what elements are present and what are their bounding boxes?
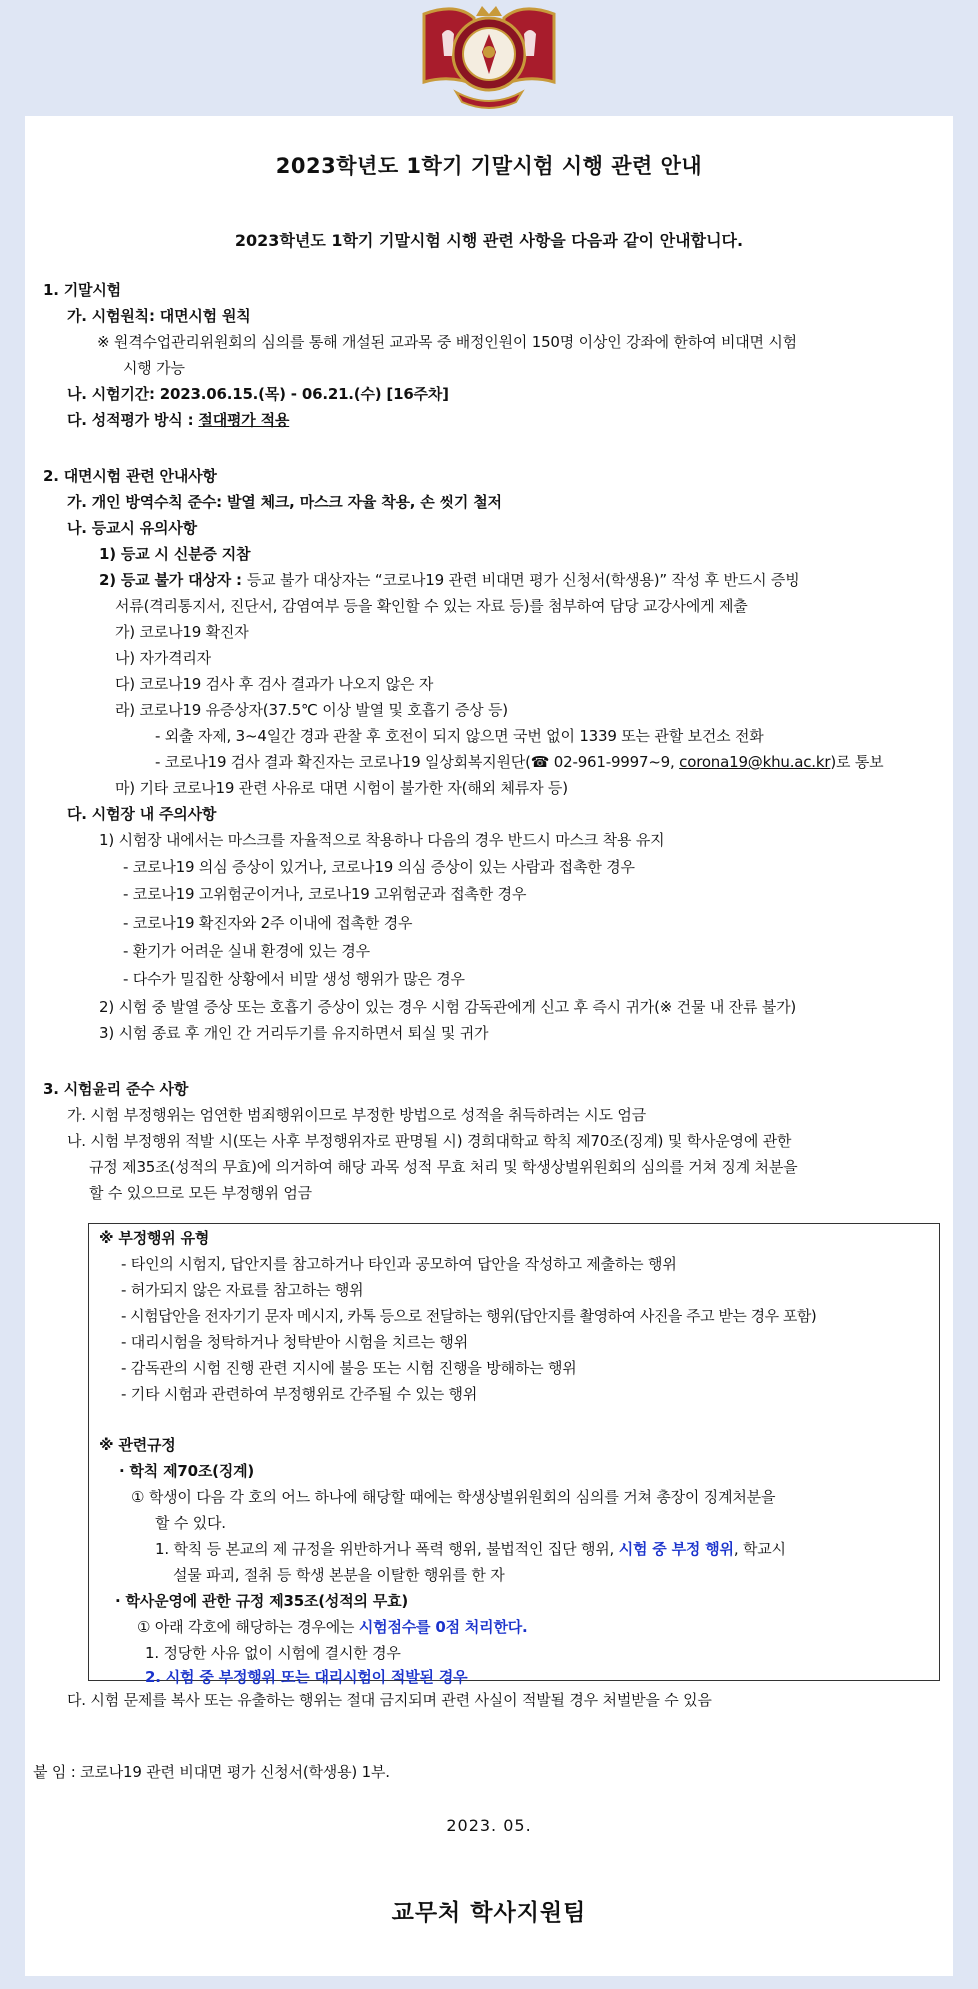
section-1-c-label: 다. 성적평가 방식 : [67,411,199,429]
section-2-c: 다. 시험장 내 주의사항 [67,805,217,823]
misconduct-type-item: - 감독관의 시험 진행 관련 지시에 불응 또는 시험 진행을 방해하는 행위 [121,1359,577,1377]
section-2-c1: 1) 시험장 내에서는 마스크를 자율적으로 착용하나 다음의 경우 반드시 마스크 착용 유지 [99,831,665,849]
section-3-a: 가. 시험 부정행위는 엄연한 범죄행위이므로 부정한 방법으로 성적을 취득하려는 시도 엄금 [67,1106,646,1124]
contact-email-link[interactable]: corona19@khu.ac.kr [679,753,831,771]
rule-1-item [155,1538,939,1560]
rule-1-line-cont: 할 수 있다. [155,1514,226,1532]
mask-case-item: - 코로나19 확진자와 2주 이내에 접촉한 경우 [123,914,413,932]
contact-phone: ☎ 02-961-9997~9, [530,753,680,771]
section-2-b2-ra: 라) 코로나19 유증상자(37.5℃ 이상 발열 및 호흡기 증상 등) [115,701,508,719]
issuing-office: 교무처 학사지원팀 [391,1900,587,1926]
section-2-b2-ra-item-1: - 외출 자제, 3~4일간 경과 관찰 후 호전이 되지 않으면 국번 없이 1339 또는 관할 보건소 전화 [155,727,764,745]
section-2-b2-ga: 가) 코로나19 확진자 [115,623,249,641]
document-date: 2023. 05. [446,1816,532,1835]
section-1-a-note-cont: 시행 가능 [123,359,185,377]
mask-case-item: - 다수가 밀집한 상황에서 비말 생성 행위가 많은 경우 [123,970,465,988]
notice-document [25,116,953,1976]
section-2-b2-text: 등교 불가 대상자는 “코로나19 관련 비대면 평가 신청서(학생용)” 작성 후 반드시 증빙 [246,571,800,589]
section-2-b2-ma: 마) 기타 코로나19 관련 사유로 대면 시험이 불가한 자(해외 체류자 등) [115,779,568,797]
section-2-b2-label: 2) 등교 불가 대상자 : [99,571,247,589]
section-2-b1: 1) 등교 시 신분증 지참 [99,545,251,563]
related-rules-heading: ※ 관련규정 [99,1436,176,1454]
section-1-c-value: 절대평가 적용 [198,411,290,429]
section-3-b-cont: 할 수 있으므로 모든 부정행위 엄금 [89,1184,312,1202]
emblem-area [0,0,978,116]
misconduct-type-item: - 시험답안을 전자기기 문자 메시지, 카톡 등으로 전달하는 행위(답안지를 촬영하여 사진을 주고 받는 경우 포함) [121,1307,817,1325]
section-1-a: 가. 시험원칙: 대면시험 원칙 [67,307,251,325]
section-2-heading: 2. 대면시험 관련 안내사항 [43,467,217,485]
section-3-b-cont: 규정 제35조(성적의 무효)에 의거하여 해당 과목 성적 무효 처리 및 학생상벌위원회의 심의를 거쳐 징계 처분을 [89,1158,798,1176]
document-intro: 2023학년도 1학기 기말시험 시행 관련 사항을 다음과 같이 안내합니다. [234,231,744,250]
rule-2-line [137,1616,939,1638]
section-3-b: 나. 시험 부정행위 적발 시(또는 사후 부정행위자로 판명될 시) 경희대학교 학칙 제70조(징계) 및 학사운영에 관한 [67,1132,792,1150]
section-2-b: 나. 등교시 유의사항 [67,519,197,537]
rule-2-line-text: ① 아래 각호에 해당하는 경우에는 [137,1618,359,1636]
misconduct-box [88,1223,940,1686]
section-2-b2-da: 다) 코로나19 검사 후 검사 결과가 나오지 않은 자 [115,675,434,693]
misconduct-type-item: - 타인의 시험지, 답안지를 참고하거나 타인과 공모하여 답안을 작성하고 제출하는 행위 [121,1255,677,1273]
contact-text-end: )로 통보 [830,753,884,771]
rule-1-line: ① 학생이 다음 각 호의 어느 하나에 해당할 때에는 학생상벌위원회의 심의를 거쳐 총장이 징계처분을 [131,1488,776,1506]
mask-case-item: - 코로나19 고위험군이거나, 코로나19 고위험군과 접촉한 경우 [123,885,527,903]
section-3-heading: 3. 시험윤리 준수 사항 [43,1080,189,1098]
rule-1-item-text-end: , 학교시 [733,1540,786,1558]
section-2-c2: 2) 시험 중 발열 증상 또는 호흡기 증상이 있는 경우 시험 감독관에게 신고 후 즉시 귀가(※ 건물 내 잔류 불가) [99,998,797,1016]
mask-case-item: - 코로나19 의심 증상이 있거나, 코로나19 의심 증상이 있는 사람과 접촉한 경우 [123,858,635,876]
misconduct-type-item: - 기타 시험과 관련하여 부정행위로 간주될 수 있는 행위 [121,1385,478,1403]
contact-text: - 코로나19 검사 결과 확진자는 코로나19 일상회복지원단( [155,753,531,771]
section-3-c: 다. 시험 문제를 복사 또는 유출하는 행위는 절대 금지되며 관련 사실이 적발될 경우 처벌받을 수 있음 [67,1691,712,1709]
rule-1-item-text: 1. 학칙 등 본교의 제 규정을 위반하거나 폭력 행위, 불법적인 집단 행위, [155,1540,619,1558]
rule-2-item-highlight: 2. 시험 중 부정행위 또는 대리시험이 적발된 경우 [145,1668,468,1686]
misconduct-types-heading: ※ 부정행위 유형 [99,1229,210,1247]
rule-2-item: 1. 정당한 사유 없이 시험에 결시한 경우 [145,1644,401,1662]
section-2-b2-na: 나) 자가격리자 [115,649,211,667]
rule-1-title: · 학칙 제70조(징계) [119,1462,255,1480]
mask-case-item: - 환기가 어려운 실내 환경에 있는 경우 [123,942,370,960]
rule-1-item-cont: 설물 파괴, 절취 등 학생 본분을 이탈한 행위를 한 자 [173,1566,505,1584]
rule-2-title: · 학사운영에 관한 규정 제35조(성적의 무효) [115,1592,409,1610]
section-1-b: 나. 시험기간: 2023.06.15.(목) - 06.21.(수) [16주차] [67,385,449,403]
misconduct-type-item: - 허가되지 않은 자료를 참고하는 행위 [121,1281,364,1299]
section-2-c3: 3) 시험 종료 후 개인 간 거리두기를 유지하면서 퇴실 및 귀가 [99,1024,489,1042]
document-title: 2023학년도 1학기 기말시험 시행 관련 안내 [275,154,703,178]
section-2-b2-ra-item-2 [155,751,953,773]
misconduct-type-item: - 대리시험을 청탁하거나 청탁받아 시험을 치르는 행위 [121,1333,469,1351]
section-1-c [67,409,953,431]
section-2-b2 [99,569,953,591]
university-emblem-icon [416,0,562,112]
section-2-b2-cont: 서류(격리통지서, 진단서, 감염여부 등을 확인할 수 있는 자료 등)를 첨부하여 담당 교강사에게 제출 [115,597,748,615]
section-1-a-note: ※ 원격수업관리위원회의 심의를 통해 개설된 교과목 중 배정인원이 150명 이상인 강좌에 한하여 비대면 시험 [97,333,797,351]
attachment-note: 붙 임 : 코로나19 관련 비대면 평가 신청서(학생용) 1부. [33,1763,390,1781]
section-2-a: 가. 개인 방역수칙 준수: 발열 체크, 마스크 자율 착용, 손 씻기 철저 [67,493,502,511]
rule-1-item-highlight: 시험 중 부정 행위 [618,1540,734,1558]
rule-2-line-highlight: 시험점수를 0점 처리한다. [358,1618,528,1636]
section-1-heading: 1. 기말시험 [43,281,121,299]
